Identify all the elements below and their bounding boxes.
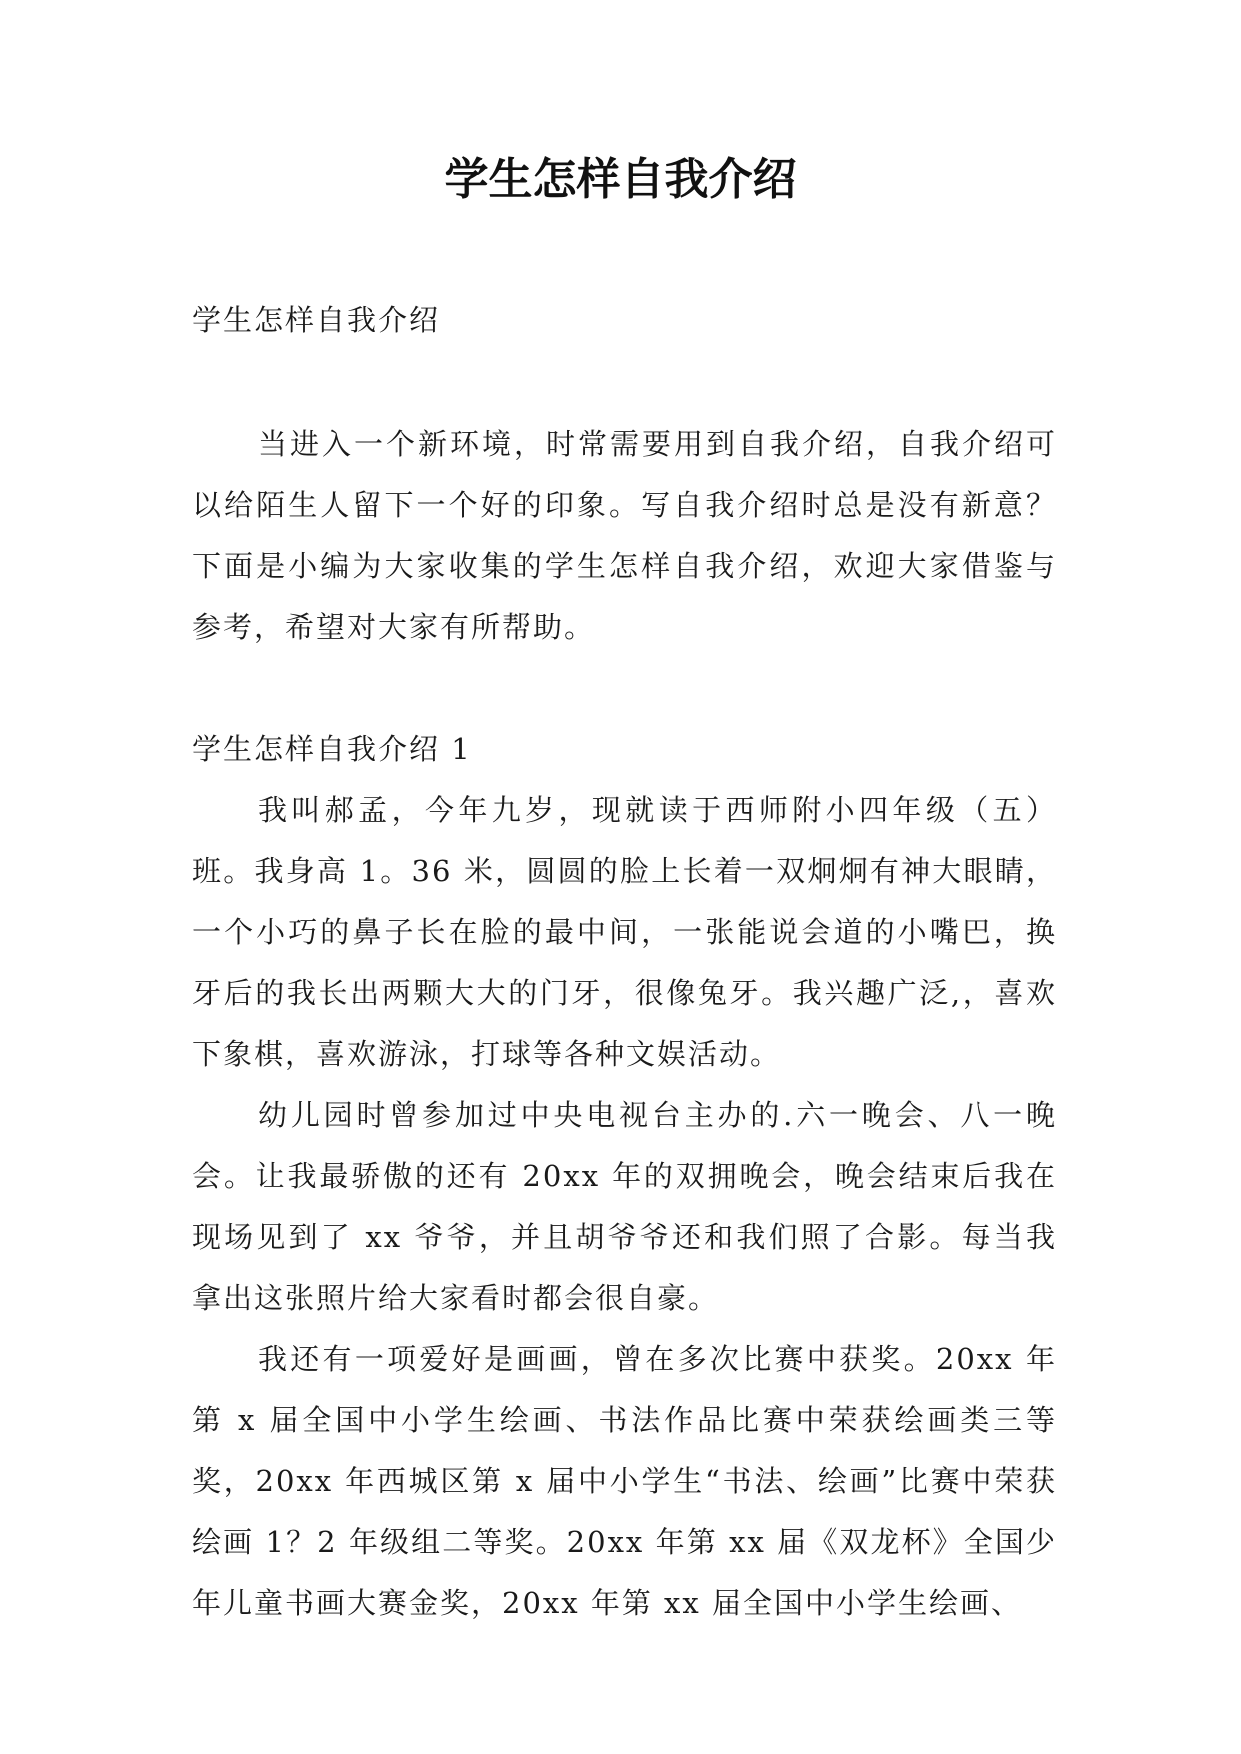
section-heading: 学生怎样自我介绍 1	[192, 732, 472, 766]
body-paragraph-1: 我叫郝孟，今年九岁，现就读于西师附小四年级（五）班。我身高 1。36 米，圆圆的脸上长着一双炯炯有神大眼睛，一个小巧的鼻子长在脸的最中间，一张能说会道的小嘴巴，换牙后的我长出两颗大大的门牙，很像兔牙。我兴趣广泛,，喜欢下象棋，喜欢游泳，打球等各种文娱活动。	[192, 793, 1057, 1071]
document-title: 学生怎样自我介绍	[444, 154, 797, 205]
document-body	[192, 290, 1057, 1634]
body-paragraph-2: 幼儿园时曾参加过中央电视台主办的.六一晚会、八一晚会。让我最骄傲的还有 20xx 年的双拥晚会，晚会结束后我在现场见到了 xx 爷爷，并且胡爷爷还和我们照了合影。每当我拿出这张照片给大家看时都会很自豪。	[192, 1098, 1057, 1315]
body-paragraph-3: 我还有一项爱好是画画，曾在多次比赛中获奖。20xx 年第 x 届全国中小学生绘画、书法作品比赛中荣获绘画类三等奖，20xx 年西城区第 x 届中小学生“书法、绘画”比赛中荣获绘画 1？2 年级组二等奖。20xx 年第 xx 届《双龙杯》全国少年儿童书画大赛金奖，20xx 年第 xx 届全国中小学生绘画、	[192, 1342, 1057, 1620]
intro-paragraph: 当进入一个新环境，时常需要用到自我介绍，自我介绍可以给陌生人留下一个好的印象。写自我介绍时总是没有新意？下面是小编为大家收集的学生怎样自我介绍，欢迎大家借鉴与参考，希望对大家有所帮助。	[192, 427, 1057, 644]
document-subtitle: 学生怎样自我介绍	[192, 303, 441, 337]
